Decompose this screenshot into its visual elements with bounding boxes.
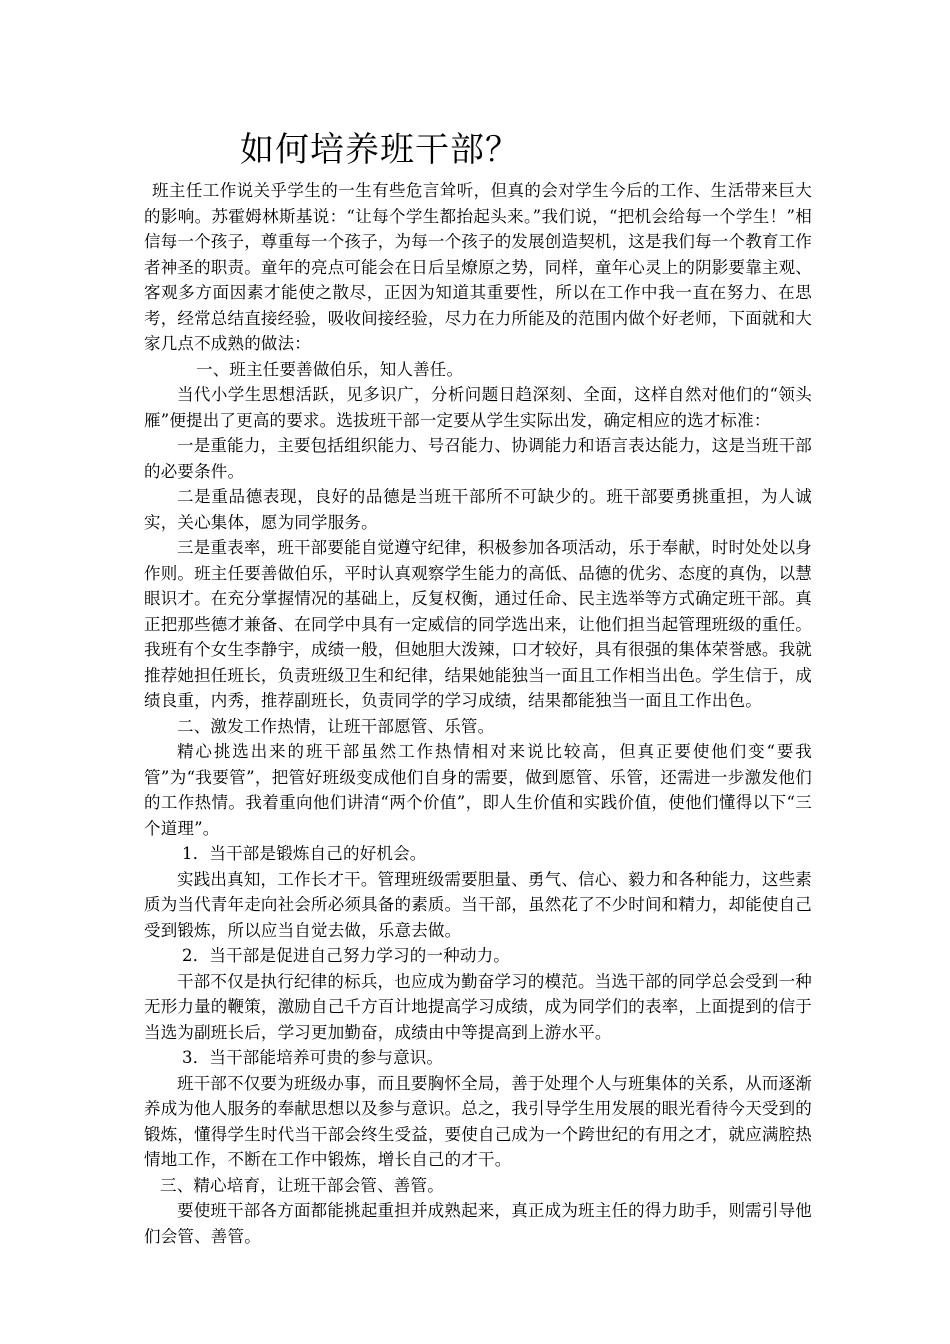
paragraph: 一是重能力，主要包括组织能力、号召能力、协调能力和语言表达能力，这是当班干部的必要条件。	[144, 436, 812, 481]
paragraph: 二是重品德表现，良好的品德是当班干部所不可缺少的。班干部要勇挑重担，为人诚实，关心集体，愿为同学服务。	[144, 487, 812, 532]
paragraph: 2．当干部是促进自己努力学习的一种动力。	[182, 946, 510, 965]
paragraph: 二、激发工作热情，让班干部愿管、乐管。	[177, 716, 495, 736]
paragraph: 干部不仅是执行纪律的标兵，也应成为勤奋学习的模范。当选干部的同学总会受到一种无形力量的鞭策，激励自己千方百计地提高学习成绩，成为同学们的表率，上面提到的信于当选为副班长后，学习更加勤奋，成绩由中等提高到上游水平。	[144, 971, 812, 1042]
paragraph: 当代小学生思想活跃，见多识广，分析问题日趋深刻、全面，这样自然对他们的“领头雁”便提出了更高的要求。选拔班干部一定要从学生实际出发，确定相应的选才标准：	[144, 385, 812, 430]
paragraph: 一、班主任要善做伯乐，知人善任。	[196, 359, 464, 379]
document-body	[144, 178, 812, 1249]
paragraph: 班主任工作说关乎学生的一生有些危言耸听，但真的会对学生今后的工作、生活带来巨大的影响。苏霍姆林斯基说：“让每个学生都抬起头来。”我们说，“把机会给每一个学生！”相信每一个孩子，尊重每一个孩子，为每一个孩子的发展创造契机，这是我们每一个教育工作者神圣的职责。童年的亮点可能会在日后呈燎原之势，同样，童年心灵上的阴影要靠主观、客观多方面因素才能使之散尽，正因为知道其重要性，所以在工作中我一直在努力、在思考，经常总结直接经验，吸收间接经验，尽力在力所能及的范围内做个好老师，下面就和大家几点不成熟的做法：	[144, 181, 812, 353]
paragraph: 要使班干部各方面都能挑起重担并成熟起来，真正成为班主任的得力助手，则需引导他们会管、善管。	[144, 1201, 812, 1246]
paragraph: 三是重表率，班干部要能自觉遵守纪律，积极参加各项活动，乐于奉献，时时处处以身作则。班主任要善做伯乐，平时认真观察学生能力的高低、品德的优劣、态度的真伪，以慧眼识才。在充分掌握情况的基础上，反复权衡，通过任命、民主选举等方式确定班干部。真正把那些德才兼备、在同学中具有一定威信的同学选出来，让他们担当起管理班级的重任。我班有个女生李静宇，成绩一般，但她胆大泼辣，口才较好，具有很强的集体荣誉感。我就推荐她担任班长，负责班级卫生和纪律，结果她能独当一面且工作相当出色。学生信于，成绩良重，内秀，推荐副班长，负责同学的学习成绩，结果都能独当一面且工作出色。	[144, 538, 812, 710]
paragraph: 精心挑选出来的班干部虽然工作热情相对来说比较高，但真正要使他们变“要我管”为“我要管”，把管好班级变成他们自身的需要，做到愿管、乐管，还需进一步激发他们的工作热情。我着重向他们讲清“两个价值”，即人生价值和实践价值，使他们懂得以下“三个道理”。	[144, 742, 812, 838]
paragraph: 三、精心培育，让班干部会管、善管。	[160, 1175, 444, 1195]
paragraph: 1．当干部是锻炼自己的好机会。	[182, 844, 427, 863]
paragraph: 实践出真知，工作长才干。管理班级需要胆量、勇气、信心、毅力和各种能力，这些素质为当代青年走向社会所必须具备的素质。当干部，虽然花了不少时间和精力，却能使自己受到锻炼，所以应当自觉去做，乐意去做。	[144, 869, 812, 940]
paragraph: 3．当干部能培养可贵的参与意识。	[182, 1048, 444, 1067]
paragraph: 班干部不仅要为班级办事，而且要胸怀全局，善于处理个人与班集体的关系，从而逐渐养成为他人服务的奉献思想以及参与意识。总之，我引导学生用发展的眼光看待今天受到的锻炼，懂得学生时代当干部会终生受益，要使自己成为一个跨世纪的有用之才，就应满腔热情地工作，不断在工作中锻炼，增长自己的才干。	[144, 1073, 812, 1169]
document-title: 如何培养班干部？	[240, 130, 520, 170]
